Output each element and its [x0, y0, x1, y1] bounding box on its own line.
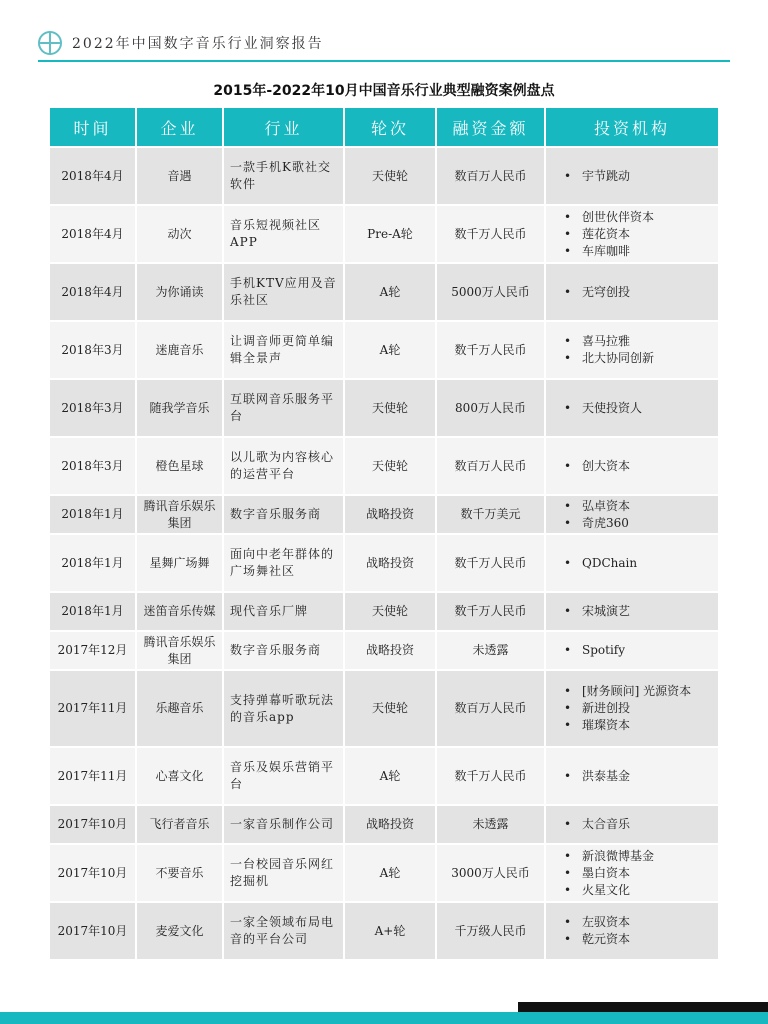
investor-item: • 宋城演艺: [564, 603, 714, 620]
investor-list: [564, 498, 714, 532]
round-cell: 天使轮: [345, 378, 437, 436]
financing-cases-table: [50, 108, 718, 959]
investor-list: [564, 816, 714, 833]
investor-item: • 莲花资本: [564, 226, 714, 243]
amount-cell: 3000万人民币: [437, 843, 546, 901]
investor-list: [564, 458, 714, 475]
investors-cell: [546, 746, 718, 804]
industry-cell: 互联网音乐服务平台: [224, 378, 345, 436]
investor-item: • 奇虎360: [564, 515, 714, 532]
investor-list: [564, 333, 714, 367]
table-row: [50, 262, 718, 320]
date-cell: 2017年10月: [50, 901, 137, 959]
investor-item: • Spotify: [564, 642, 714, 659]
investor-item: • 太合音乐: [564, 816, 714, 833]
investor-item: • 新进创投: [564, 700, 714, 717]
company-cell: 迷鹿音乐: [137, 320, 224, 378]
table-row: [50, 901, 718, 959]
round-cell: A轮: [345, 746, 437, 804]
round-cell: 战略投资: [345, 630, 437, 669]
company-cell: 橙色星球: [137, 436, 224, 494]
amount-cell: 未透露: [437, 804, 546, 843]
footer-bar-accent: [0, 1012, 768, 1024]
company-cell: 动次: [137, 204, 224, 262]
round-cell: 战略投资: [345, 494, 437, 533]
column-header-investors: 投资机构: [546, 108, 718, 146]
amount-cell: 800万人民币: [437, 378, 546, 436]
investors-cell: [546, 804, 718, 843]
investor-list: [564, 914, 714, 948]
table-row: [50, 320, 718, 378]
table-body: [50, 146, 718, 959]
amount-cell: 5000万人民币: [437, 262, 546, 320]
amount-cell: 数千万人民币: [437, 591, 546, 630]
amount-cell: 未透露: [437, 630, 546, 669]
company-cell: 飞行者音乐: [137, 804, 224, 843]
company-cell: 迷笛音乐传媒: [137, 591, 224, 630]
date-cell: 2017年12月: [50, 630, 137, 669]
amount-cell: 数千万美元: [437, 494, 546, 533]
investor-item: • 宇节跳动: [564, 168, 714, 185]
investors-cell: [546, 262, 718, 320]
investor-item: • 洪泰基金: [564, 768, 714, 785]
investor-list: [564, 209, 714, 260]
investor-item: • 创世伙伴资本: [564, 209, 714, 226]
investor-item: • QDChain: [564, 555, 714, 572]
amount-cell: 数千万人民币: [437, 320, 546, 378]
round-cell: 天使轮: [345, 669, 437, 746]
industry-cell: 音乐短视频社区APP: [224, 204, 345, 262]
investors-cell: [546, 533, 718, 591]
round-cell: 战略投资: [345, 804, 437, 843]
investors-cell: [546, 669, 718, 746]
investors-cell: [546, 204, 718, 262]
investor-item: • 火星文化: [564, 882, 714, 899]
date-cell: 2017年11月: [50, 746, 137, 804]
date-cell: 2018年4月: [50, 262, 137, 320]
round-cell: A轮: [345, 262, 437, 320]
investor-item: • 乾元资本: [564, 931, 714, 948]
date-cell: 2017年10月: [50, 843, 137, 901]
industry-cell: 一家音乐制作公司: [224, 804, 345, 843]
company-cell: 随我学音乐: [137, 378, 224, 436]
investors-cell: [546, 591, 718, 630]
column-header-company: 企业: [137, 108, 224, 146]
date-cell: 2018年3月: [50, 378, 137, 436]
table-row: [50, 843, 718, 901]
investor-item: • 北大协同创新: [564, 350, 714, 367]
investor-item: • 新浪微博基金: [564, 848, 714, 865]
company-cell: 乐趣音乐: [137, 669, 224, 746]
date-cell: 2018年4月: [50, 146, 137, 204]
amount-cell: 数百万人民币: [437, 436, 546, 494]
investors-cell: [546, 378, 718, 436]
amount-cell: 数百万人民币: [437, 669, 546, 746]
round-cell: Pre-A轮: [345, 204, 437, 262]
investor-item: • 创大资本: [564, 458, 714, 475]
investor-item: • 无穹创投: [564, 284, 714, 301]
company-cell: 不要音乐: [137, 843, 224, 901]
investor-item: • 车库咖啡: [564, 243, 714, 260]
table-row: [50, 591, 718, 630]
round-cell: 天使轮: [345, 591, 437, 630]
investor-item: • 弘卓资本: [564, 498, 714, 515]
investor-list: [564, 768, 714, 785]
footer-bar-dark: [518, 1002, 768, 1012]
table-header-row: [50, 108, 718, 146]
industry-cell: 手机KTV应用及音乐社区: [224, 262, 345, 320]
industry-cell: 支持弹幕听歌玩法的音乐app: [224, 669, 345, 746]
date-cell: 2018年1月: [50, 533, 137, 591]
date-cell: 2017年11月: [50, 669, 137, 746]
industry-cell: 数字音乐服务商: [224, 630, 345, 669]
company-cell: 星舞广场舞: [137, 533, 224, 591]
amount-cell: 数千万人民币: [437, 204, 546, 262]
industry-cell: 音乐及娱乐营销平台: [224, 746, 345, 804]
globe-logo-icon: [38, 31, 62, 55]
date-cell: 2018年1月: [50, 591, 137, 630]
company-cell: 腾讯音乐娱乐集团: [137, 494, 224, 533]
column-header-round: 轮次: [345, 108, 437, 146]
investor-list: [564, 642, 714, 659]
page-header: [38, 28, 324, 58]
report-title: 2022年中国数字音乐行业洞察报告: [72, 36, 324, 52]
table-row: [50, 746, 718, 804]
industry-cell: 面向中老年群体的广场舞社区: [224, 533, 345, 591]
table-row: [50, 669, 718, 746]
round-cell: 战略投资: [345, 533, 437, 591]
industry-cell: 现代音乐厂牌: [224, 591, 345, 630]
table-row: [50, 804, 718, 843]
industry-cell: 一家全领域布局电音的平台公司: [224, 901, 345, 959]
round-cell: 天使轮: [345, 436, 437, 494]
investors-cell: [546, 630, 718, 669]
investor-item: • 璀璨资本: [564, 717, 714, 734]
investor-item: • 天使投资人: [564, 400, 714, 417]
investors-cell: [546, 901, 718, 959]
investor-item: • [财务顾问] 光源资本: [564, 683, 714, 700]
investor-list: [564, 168, 714, 185]
investors-cell: [546, 320, 718, 378]
industry-cell: 一款手机K歌社交软件: [224, 146, 345, 204]
column-header-industry: 行业: [224, 108, 345, 146]
investor-list: [564, 603, 714, 620]
table-row: [50, 494, 718, 533]
header-divider: [38, 60, 730, 62]
investor-list: [564, 555, 714, 572]
investor-list: [564, 848, 714, 899]
date-cell: 2018年3月: [50, 320, 137, 378]
investors-cell: [546, 436, 718, 494]
investor-list: [564, 400, 714, 417]
investor-item: • 喜马拉雅: [564, 333, 714, 350]
table-row: [50, 533, 718, 591]
table-row: [50, 436, 718, 494]
company-cell: 为你诵读: [137, 262, 224, 320]
amount-cell: 数百万人民币: [437, 146, 546, 204]
investor-item: • 墨白资本: [564, 865, 714, 882]
table-row: [50, 378, 718, 436]
table-title: 2015年-2022年10月中国音乐行业典型融资案例盘点: [213, 83, 555, 99]
amount-cell: 数千万人民币: [437, 746, 546, 804]
round-cell: 天使轮: [345, 146, 437, 204]
table-row: [50, 630, 718, 669]
amount-cell: 数千万人民币: [437, 533, 546, 591]
table-row: [50, 146, 718, 204]
industry-cell: 让调音师更简单编辑全景声: [224, 320, 345, 378]
company-cell: 音遇: [137, 146, 224, 204]
industry-cell: 以儿歌为内容核心的运营平台: [224, 436, 345, 494]
date-cell: 2018年1月: [50, 494, 137, 533]
date-cell: 2017年10月: [50, 804, 137, 843]
company-cell: 心喜文化: [137, 746, 224, 804]
column-header-amount: 融资金额: [437, 108, 546, 146]
date-cell: 2018年3月: [50, 436, 137, 494]
round-cell: A轮: [345, 320, 437, 378]
industry-cell: 一台校园音乐网红挖掘机: [224, 843, 345, 901]
investors-cell: [546, 494, 718, 533]
date-cell: 2018年4月: [50, 204, 137, 262]
investor-list: [564, 683, 714, 734]
company-cell: 麦爱文化: [137, 901, 224, 959]
round-cell: A+轮: [345, 901, 437, 959]
amount-cell: 千万级人民币: [437, 901, 546, 959]
table-row: [50, 204, 718, 262]
investor-list: [564, 284, 714, 301]
company-cell: 腾讯音乐娱乐集团: [137, 630, 224, 669]
round-cell: A轮: [345, 843, 437, 901]
column-header-date: 时间: [50, 108, 137, 146]
investor-item: • 左驭资本: [564, 914, 714, 931]
investors-cell: [546, 843, 718, 901]
investors-cell: [546, 146, 718, 204]
industry-cell: 数字音乐服务商: [224, 494, 345, 533]
